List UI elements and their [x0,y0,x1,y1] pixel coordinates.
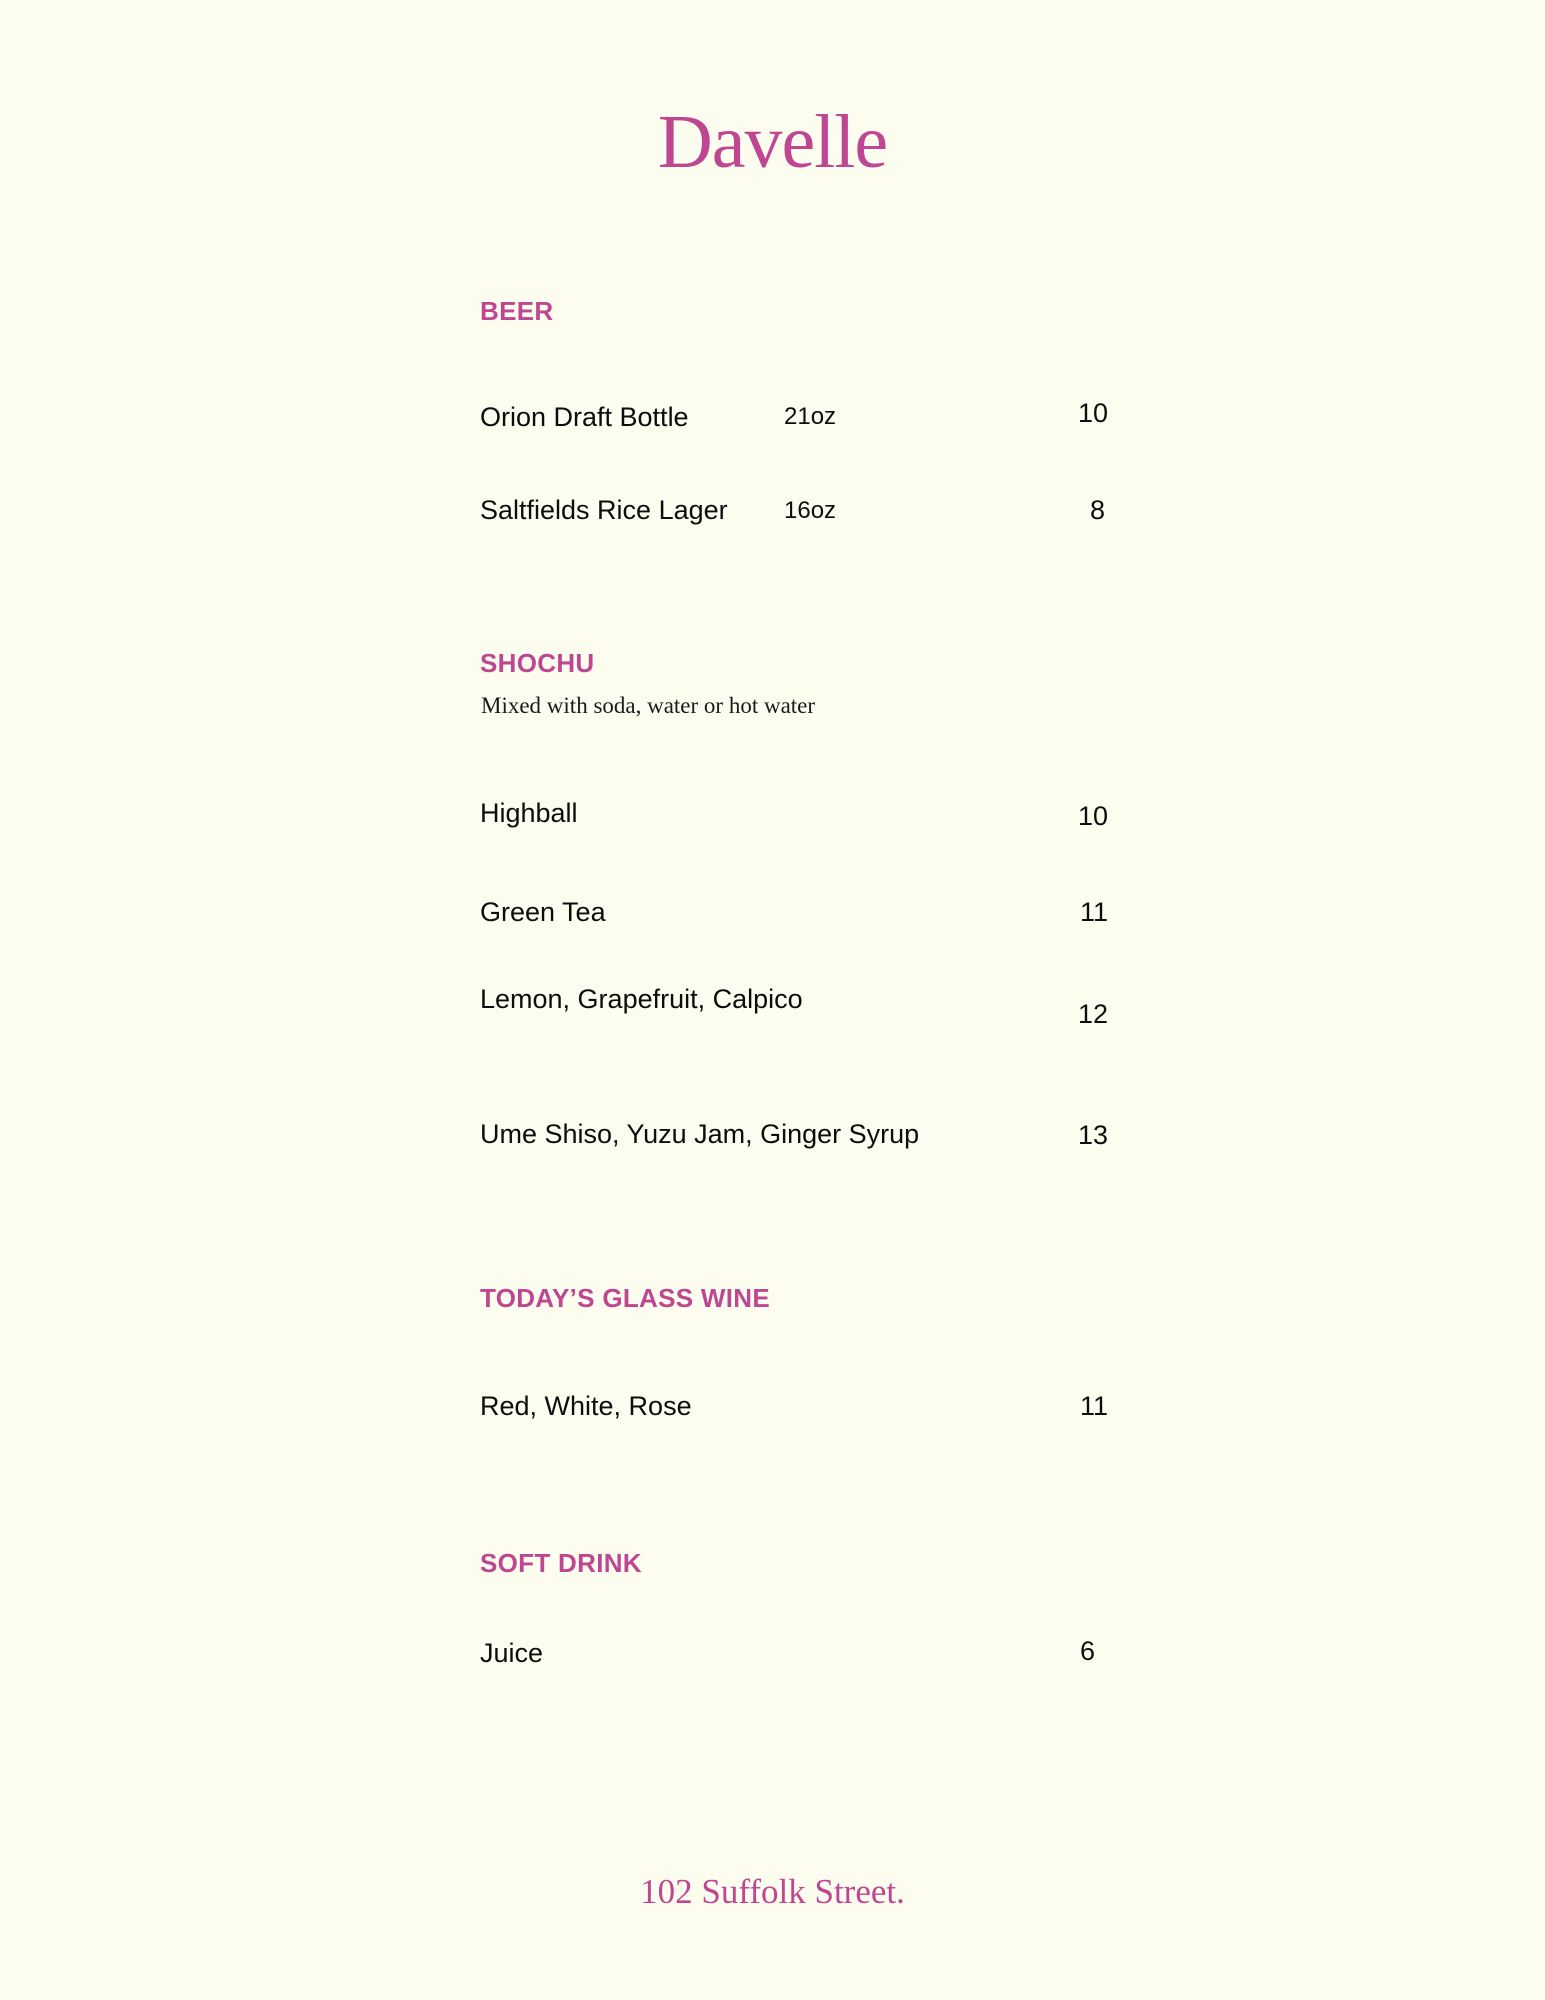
section-heading-glass-wine: TODAY’S GLASS WINE [480,1283,771,1313]
menu-item-name: Highball [480,798,578,828]
section-heading-soft-drink: SOFT DRINK [480,1548,642,1578]
menu-item-price: 11 [1079,1391,1108,1421]
menu-item-name: Lemon, Grapefruit, Calpico [480,984,803,1014]
section-note: Mixed with soda, water or hot water [481,693,816,718]
menu-item-price: 10 [1077,398,1108,428]
restaurant-name: Davelle [657,100,888,184]
section-heading-shochu: SHOCHU [480,648,595,678]
menu-item-name: Red, White, Rose [480,1391,692,1421]
menu-item-size: 21oz [784,403,837,430]
menu-item-name: Juice [480,1638,544,1668]
menu-item-name: Saltfields Rice Lager [480,495,728,525]
menu-item-price: 12 [1077,999,1108,1029]
menu-item-price: 6 [1079,1636,1095,1666]
menu-item-size: 16oz [784,497,837,524]
menu-item-name: Orion Draft Bottle [480,402,689,432]
section-heading-beer: BEER [480,296,554,326]
menu-item-name: Green Tea [480,897,606,927]
menu-item-name: Ume Shiso, Yuzu Jam, Ginger Syrup [480,1119,920,1149]
restaurant-address: 102 Suffolk Street. [640,1872,905,1911]
menu-item-price: 8 [1089,495,1105,525]
menu-item-price: 13 [1077,1120,1108,1150]
menu-item-price: 10 [1077,801,1108,831]
menu-item-price: 11 [1079,897,1108,927]
